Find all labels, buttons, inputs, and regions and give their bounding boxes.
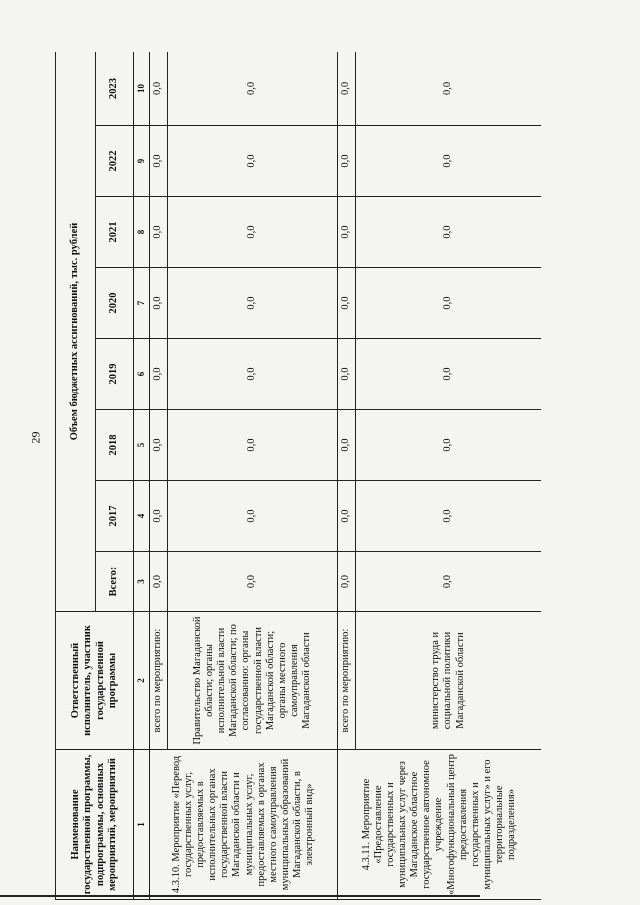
- page-number: 29: [28, 431, 43, 444]
- value-cell: 0,0: [168, 197, 338, 268]
- value-cell: 0,0: [168, 481, 338, 552]
- executor-cell: Правительство Магаданской области; органы исполнительной власти Магаданской области; по согласованию: органы государственной власти Магаданской области; органы местного самоуправления Магаданской области: [168, 612, 338, 750]
- value-cell: 0,0: [356, 339, 542, 410]
- header-executor: Ответственный исполнитель, участник государственной программы: [56, 612, 134, 750]
- table-container: [55, 52, 541, 900]
- budget-table: [55, 52, 541, 900]
- value-cell: 0,0: [356, 481, 542, 552]
- value-cell: 0,0: [150, 268, 168, 339]
- header-year: 2018: [96, 410, 134, 481]
- value-cell: 0,0: [168, 410, 338, 481]
- header-year: 2023: [96, 52, 134, 126]
- column-number: 4: [134, 481, 150, 552]
- value-cell: 0,0: [338, 410, 356, 481]
- value-cell: 0,0: [168, 339, 338, 410]
- value-cell: 0,0: [338, 126, 356, 197]
- value-cell: 0,0: [338, 268, 356, 339]
- header-year: 2021: [96, 197, 134, 268]
- value-cell: 0,0: [150, 52, 168, 126]
- value-cell: 0,0: [150, 197, 168, 268]
- header-total: Всего:: [96, 552, 134, 612]
- executor-cell: всего по мероприятию:: [338, 612, 356, 750]
- column-number: 9: [134, 126, 150, 197]
- value-cell: 0,0: [150, 126, 168, 197]
- value-cell: 0,0: [168, 268, 338, 339]
- header-budget-group: Объем бюджетных ассигнований, тыс. рублей: [56, 52, 96, 612]
- executor-cell: министерство труда и социальной политики Магаданской области: [356, 612, 542, 750]
- value-cell: 0,0: [150, 481, 168, 552]
- value-cell: 0,0: [150, 552, 168, 612]
- value-cell: 0,0: [338, 197, 356, 268]
- value-cell: 0,0: [338, 552, 356, 612]
- activity-name: 4.3.10. Мероприятие «Перевод государственных услуг, предоставляемых в исполнительных органах государственной власти Магаданской области и муниципальных услуг, предоставляемых в органах местного самоуправления муниципальных образований Магаданской области, в электронный вид»: [150, 750, 338, 900]
- activity-name: 4.3.11. Мероприятие «Предоставление государственных и муниципальных услуг через Магаданское областное государственное автономное учреждение «Многофункциональный центр предоставления государственных и муниципальных услуг» и его территориальные подразделения»: [338, 750, 542, 900]
- value-cell: 0,0: [338, 481, 356, 552]
- value-cell: 0,0: [168, 52, 338, 126]
- value-cell: 0,0: [356, 197, 542, 268]
- value-cell: 0,0: [150, 410, 168, 481]
- value-cell: 0,0: [150, 339, 168, 410]
- value-cell: 0,0: [356, 552, 542, 612]
- column-number: 2: [134, 612, 150, 750]
- column-number: 5: [134, 410, 150, 481]
- page-bottom-rule: [0, 895, 480, 897]
- header-year: 2022: [96, 126, 134, 197]
- value-cell: 0,0: [168, 126, 338, 197]
- value-cell: 0,0: [338, 52, 356, 126]
- value-cell: 0,0: [338, 339, 356, 410]
- value-cell: 0,0: [356, 268, 542, 339]
- column-number: 1: [134, 750, 150, 900]
- value-cell: 0,0: [356, 410, 542, 481]
- column-number: 8: [134, 197, 150, 268]
- column-number: 6: [134, 339, 150, 410]
- header-year: 2020: [96, 268, 134, 339]
- column-number: 3: [134, 552, 150, 612]
- value-cell: 0,0: [356, 52, 542, 126]
- column-number: 10: [134, 52, 150, 126]
- value-cell: 0,0: [356, 126, 542, 197]
- executor-cell: всего по мероприятию:: [150, 612, 168, 750]
- header-year: 2019: [96, 339, 134, 410]
- column-number: 7: [134, 268, 150, 339]
- header-name: Наименование государственной программы, подпрограммы, основных мероприятий, мероприятий: [56, 750, 134, 900]
- value-cell: 0,0: [168, 552, 338, 612]
- header-year: 2017: [96, 481, 134, 552]
